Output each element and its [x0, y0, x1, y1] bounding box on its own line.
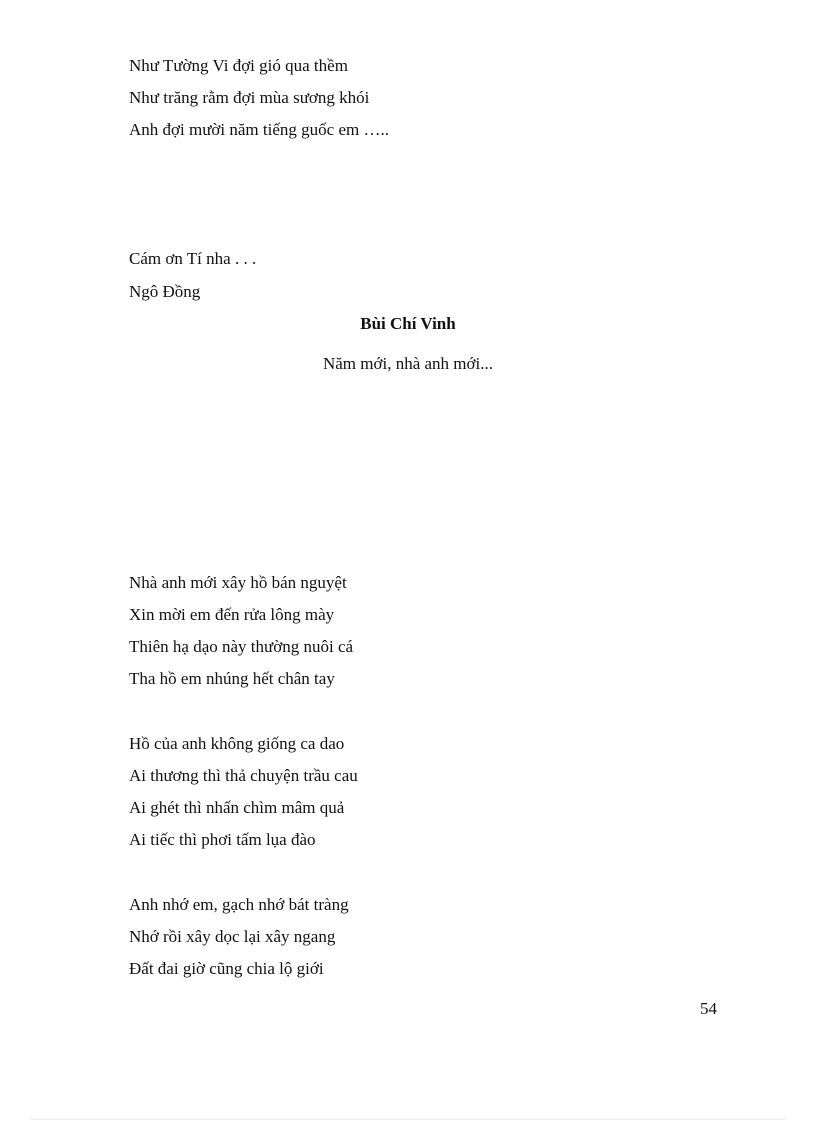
verse-line: Ai tiếc thì phơi tấm lụa đào — [129, 830, 316, 849]
poem-author: Bùi Chí Vinh — [360, 314, 456, 333]
poem-title: Năm mới, nhà anh mới... — [322, 354, 493, 373]
verse-line: Anh đợi mười năm tiếng guốc em ….. — [129, 120, 389, 139]
verse-line: Như trăng rằm đợi mùa sương khói — [129, 88, 370, 107]
verse-line: Nhớ rồi xây dọc lại xây ngang — [129, 927, 336, 946]
verse-line: Ai ghét thì nhấn chìm mâm quả — [129, 798, 345, 817]
verse-line: Tha hồ em nhúng hết chân tay — [129, 669, 335, 688]
verse-line: Ai thương thì thả chuyện trầu cau — [129, 766, 358, 785]
page-number: 54 — [700, 999, 717, 1018]
verse-line: Nhà anh mới xây hồ bán nguyệt — [129, 573, 347, 592]
verse-line: Anh nhớ em, gạch nhớ bát tràng — [129, 895, 349, 914]
signoff-thanks: Cám ơn Tí nha . . . — [129, 249, 257, 268]
verse-line: Hồ của anh không giống ca dao — [129, 734, 345, 753]
page-edge-divider — [30, 1119, 786, 1120]
verse-line: Đất đai giờ cũng chia lộ giới — [129, 959, 324, 978]
verse-line: Như Tường Vi đợi gió qua thềm — [129, 56, 348, 75]
signoff-name: Ngô Đồng — [129, 282, 201, 301]
verse-line: Xin mời em đến rửa lông mày — [129, 605, 335, 624]
verse-line: Thiên hạ dạo này thường nuôi cá — [129, 637, 354, 656]
